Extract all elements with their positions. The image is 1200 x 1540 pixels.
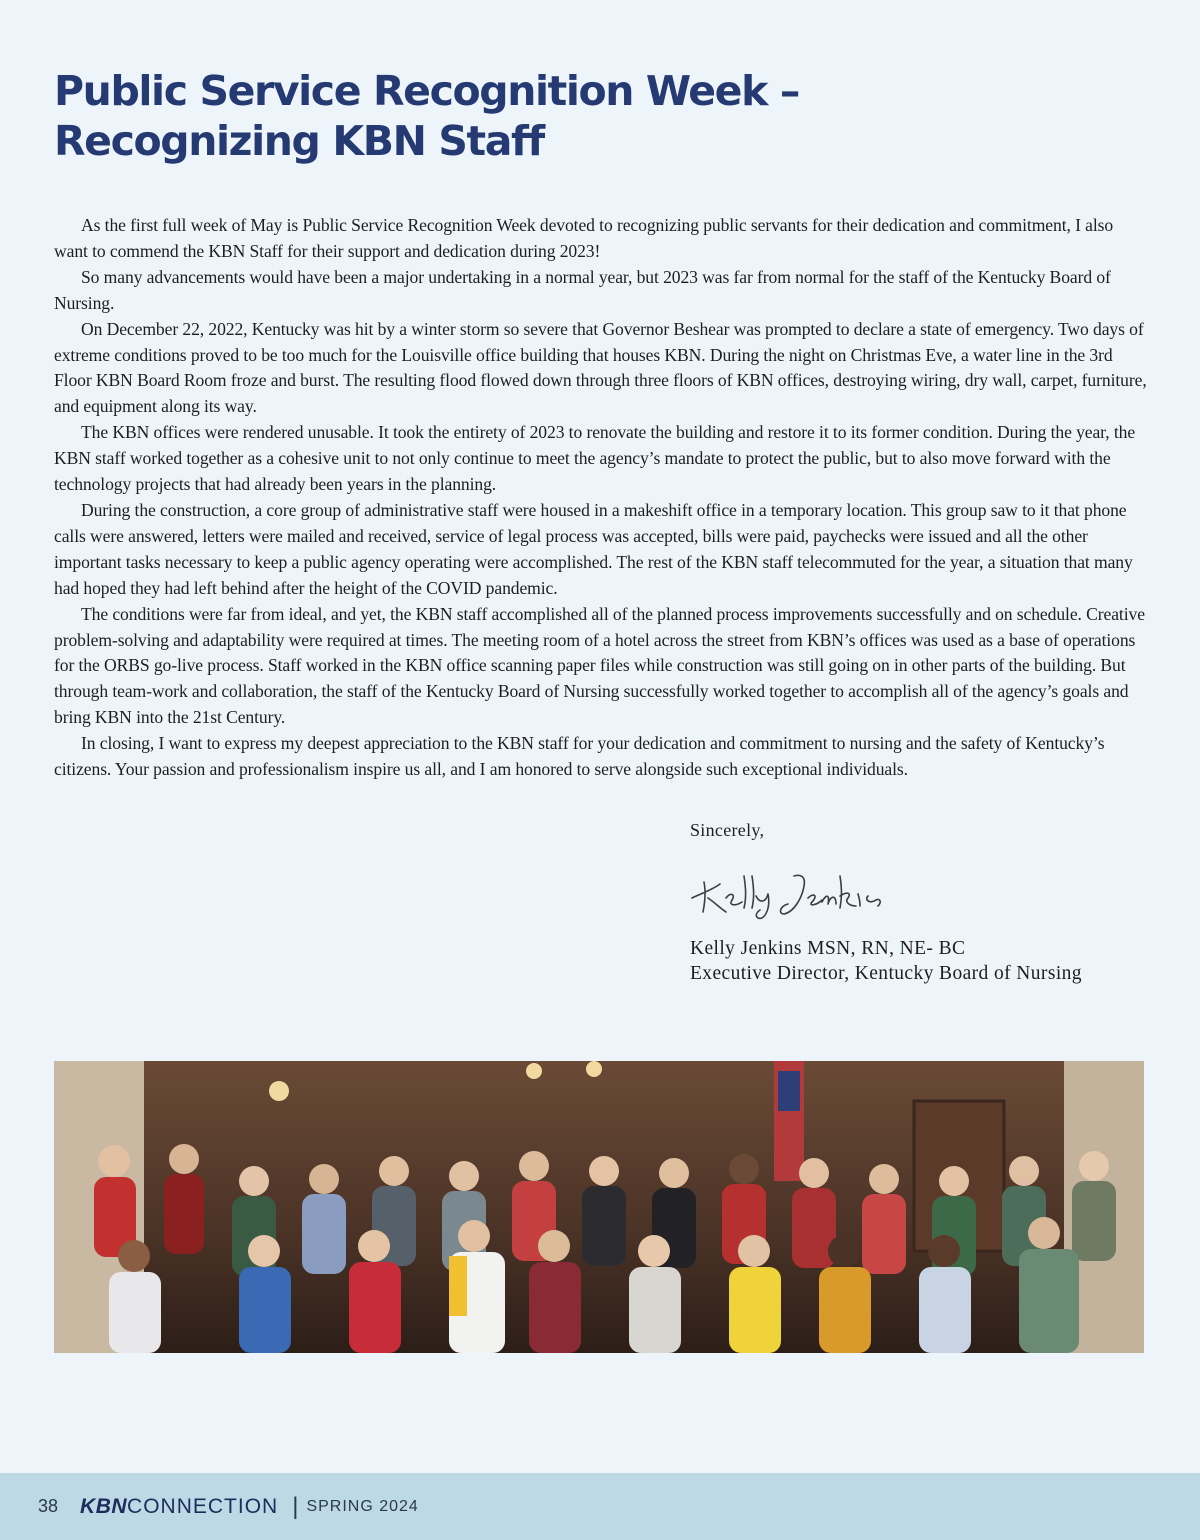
article-paragraph: The KBN offices were rendered unusable. It took the entirety of 2023 to renovate the building and restore it to its former condition. During the year, the KBN staff worked together as a cohesive unit to not only continue to meet the agency’s mandate to protect the public, but to also move forward with the technology projects that had already been years in the planning. (54, 422, 1136, 495)
staff-group-photo (54, 1061, 1144, 1353)
article-paragraph: The conditions were far from ideal, and yet, the KBN staff accomplished all of the planned process improvements successfully and on schedule. Creative problem-solving and adaptability were required at times. The meeting room of a hotel across the street from KBN’s offices was used as a base of operations for the ORBS go-live process. Staff worked in the KBN office scanning paper files while construction was still going on in other parts of the building. But through team-work and collaboration, the staff of the Kentucky Board of Nursing successfully worked together to accomplish all of the agency’s goals and bring KBN into the 21st Century. (54, 603, 1145, 728)
article-paragraph: So many advancements would have been a major undertaking in a normal year, but 2023 was far from normal for the staff of the Kentucky Board of Nursing. (54, 266, 1111, 313)
issue-label: SPRING 2024 (306, 1497, 419, 1515)
page-number: 38 (38, 1496, 59, 1516)
publication-brand-bold: KBN (80, 1494, 128, 1518)
article-body (54, 213, 1150, 783)
article-paragraph: During the construction, a core group of administrative staff were housed in a makeshift office in a temporary location. This group saw to it that phone calls were answered, letters were mailed and received, service of legal process was accepted, bills were paid, paychecks were issued and all the other important tasks necessary to keep a public agency operating were accomplished. The rest of the KBN staff telecommuted for the year, a situation that many had hoped they had left behind after the height of the COVID pandemic. (54, 499, 1133, 598)
article-paragraph: As the first full week of May is Public Service Recognition Week devoted to recognizing public servants for their dedication and commitment, I also want to commend the KBN Staff for their support and dedication during 2023! (54, 215, 1114, 261)
handwritten-signature (690, 862, 900, 922)
article-paragraph: In closing, I want to express my deepest appreciation to the KBN staff for your dedication and commitment to nursing and the safety of Kentucky’s citizens. Your passion and professionalism inspire us all, and I am honored to serve alongside such exceptional individuals. (54, 733, 1105, 780)
page-title (54, 66, 1054, 166)
letter-closing (690, 818, 1150, 986)
page-title-line-2: Recognizing KBN Staff (54, 117, 544, 165)
group-photo-icon (54, 1061, 1144, 1353)
article-paragraph: On December 22, 2022, Kentucky was hit by a winter storm so severe that Governor Beshear was prompted to declare a state of emergency. Two days of extreme conditions proved to be too much for the Louisville office building that houses KBN. During the night on Christmas Eve, a water line in the 3rd Floor KBN Board Room froze and burst. The resulting flood flowed down through three floors of KBN offices, destroying wiring, dry wall, carpet, furniture, and equipment along its way. (54, 318, 1147, 417)
signer-name: Kelly Jenkins MSN, RN, NE- BC (690, 938, 966, 959)
publication-brand-rest: CONNECTION (127, 1494, 279, 1518)
closing-salutation: Sincerely, (690, 820, 765, 840)
page-footer (0, 1473, 1200, 1540)
signer-title: Executive Director, Kentucky Board of Nursing (690, 963, 1082, 984)
page-title-line-1: Public Service Recognition Week – (54, 67, 799, 115)
footer-separator: | (292, 1492, 299, 1520)
